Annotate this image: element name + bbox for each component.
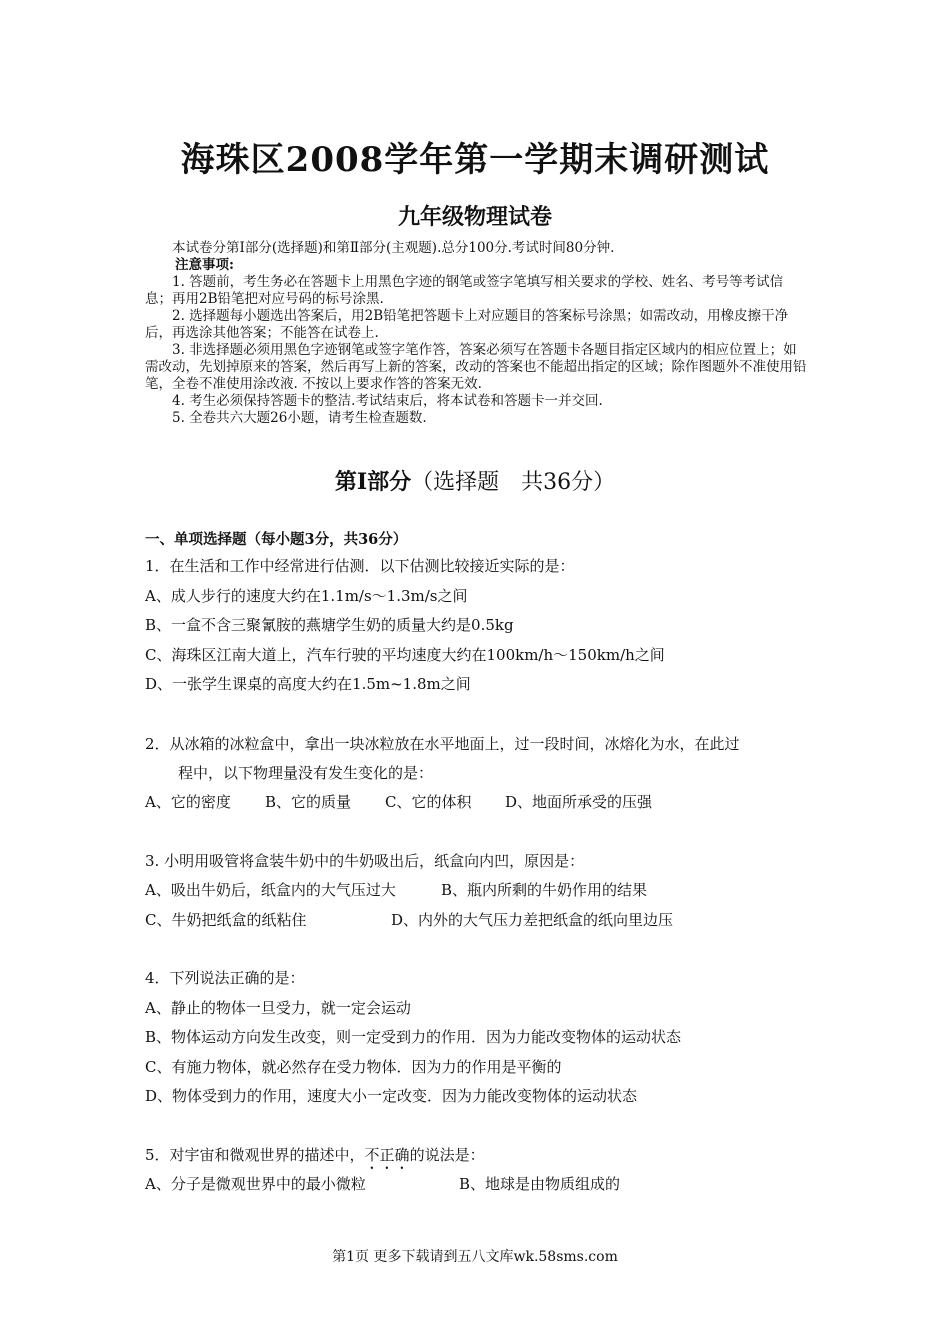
- option-b: B、地球是由物质组成的: [459, 1175, 621, 1193]
- notice-item: 1. 答题前，考生务必在答题卡上用黑色字迹的钢笔或签字笔填写相关要求的学校、姓名、考号等考试信息；再用2B铅笔把对应号码的标号涂黑.: [145, 274, 784, 307]
- option-b: B、一盒不含三聚氰胺的燕塘学生奶的质量大约是0.5kg: [145, 616, 514, 634]
- notice-title: 注意事项:: [175, 257, 234, 273]
- page-footer: 第1页 更多下载请到五八文库wk.58sms.com: [332, 1249, 618, 1265]
- option-c: C、有施力物体，就必然存在受力物体．因为力的作用是平衡的: [145, 1057, 562, 1076]
- question-5: [145, 1141, 815, 1200]
- question-stem: 2．从冰箱的冰粒盒中，拿出一块冰粒放在水平地面上，过一段时间，冰熔化为水，在此过: [145, 734, 740, 753]
- option-d: D、物体受到力的作用，速度大小一定改变．因为力能改变物体的运动状态: [145, 1087, 638, 1105]
- option-a: A、成人步行的速度大约在1.1m/s～1.3m/s之间: [145, 586, 468, 605]
- question-2: [145, 729, 815, 818]
- notice-item: 2. 选择题每小题选出答案后，用2B铅笔把答题卡上对应题目的答案标号涂黑；如需改动，用橡皮擦干净后，再选涂其他答案；不能答在试卷上.: [145, 308, 789, 341]
- question-stem: [145, 1141, 815, 1171]
- part-one-heading: [0, 465, 950, 496]
- notice-item: 5. 全卷共六大题26小题，请考生检查题数.: [172, 410, 427, 426]
- emphasized-word: 不正确: [364, 1145, 410, 1164]
- question-stem-continued: 程中，以下物理量没有发生变化的是：: [178, 763, 434, 782]
- question-stem: 3. 小明用吸管将盒装牛奶中的牛奶吸出后，纸盒向内凹，原因是：: [145, 851, 585, 870]
- exam-subtitle: 九年级物理试卷: [397, 204, 552, 230]
- question-stem: 1．在生活和工作中经常进行估测．以下估测比较接近实际的是：: [145, 557, 575, 575]
- option-d: D、一张学生课桌的高度大约在1.5m~1.8m之间: [145, 675, 471, 693]
- exam-title: 海珠区2008学年第一学期末调研测试: [180, 140, 770, 180]
- exam-summary: 本试卷分第Ⅰ部分(选择题)和第Ⅱ部分(主观题).总分100分.考试时间80分钟.: [172, 240, 615, 256]
- option-d: D、地面所承受的压强: [505, 793, 653, 811]
- option-b: B、物体运动方向发生改变，则一定受到力的作用．因为力能改变物体的运动状态: [145, 1028, 682, 1046]
- question-3: [145, 847, 815, 936]
- question-stem: 4．下列说法正确的是：: [145, 969, 305, 987]
- option-b: B、瓶内所剩的牛奶作用的结果: [441, 881, 648, 899]
- part-one-detail: （选择题 共36分）: [411, 470, 616, 495]
- options-row: [145, 876, 815, 906]
- option-d: D、内外的大气压力差把纸盒的纸向里边压: [391, 910, 674, 929]
- options-row: [145, 1170, 815, 1200]
- stem-text: 的说法是：: [409, 1145, 485, 1164]
- options-row: [145, 906, 815, 936]
- option-b: B、它的质量: [265, 793, 352, 811]
- stem-text: 5．对宇宙和微观世界的描述中，: [145, 1145, 365, 1164]
- question-4: [145, 964, 815, 1112]
- section-title: 一、单项选择题（每小题3分，共36分）: [145, 531, 408, 548]
- option-c: C、它的体积: [385, 793, 472, 811]
- instructions-block: [145, 240, 810, 427]
- option-c: C、牛奶把纸盒的纸粘住: [145, 910, 307, 929]
- option-a: A、分子是微观世界中的最小微粒: [145, 1175, 366, 1193]
- multiple-choice-section: [145, 528, 815, 1200]
- option-a: A、吸出牛奶后，纸盒内的大气压过大: [145, 881, 396, 899]
- notice-item: 3. 非选择题必须用黑色字迹钢笔或签字笔作答，答案必须写在答题卡各题目指定区域内的相应位置上；如需改动，先划掉原来的答案，然后再写上新的答案，改动的答案也不能超出指定的区域；除作图题外不准使用铅笔，全卷不准使用涂改液. 不按以上要求作答的答案无效.: [145, 342, 807, 392]
- option-a: A、它的密度: [145, 793, 231, 811]
- question-1: [145, 552, 815, 700]
- notice-item: 4. 考生必须保持答题卡的整洁.考试结束后，将本试卷和答题卡一并交回.: [172, 393, 603, 409]
- option-a: A、静止的物体一旦受力，就一定会运动: [145, 998, 411, 1017]
- part-one-label: 第Ⅰ部分: [334, 469, 412, 495]
- options-row: [145, 788, 815, 818]
- option-c: C、海珠区江南大道上，汽车行驶的平均速度大约在100km/h～150km/h之间: [145, 645, 665, 664]
